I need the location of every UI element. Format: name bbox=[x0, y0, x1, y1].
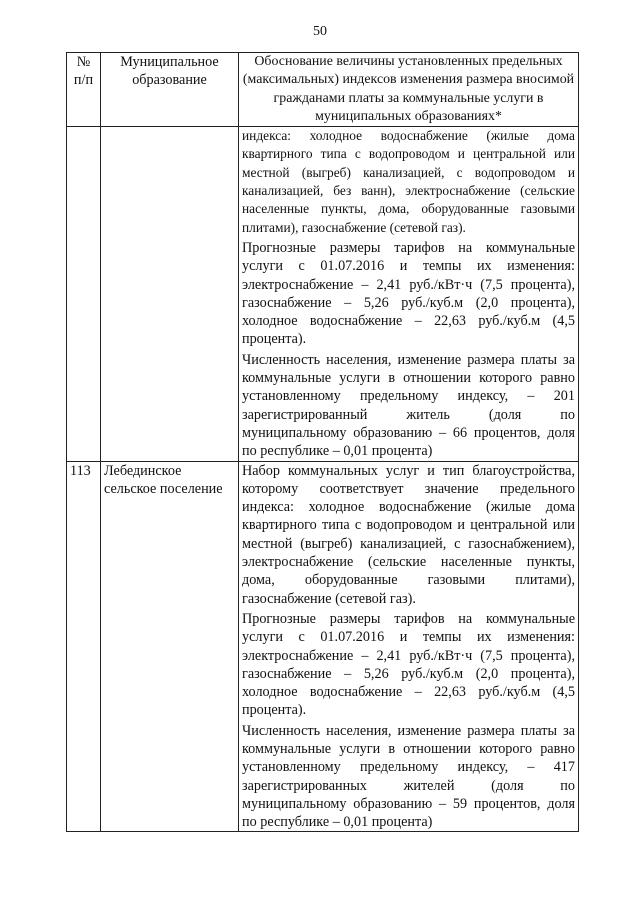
justification-cell bbox=[239, 127, 579, 461]
row-number bbox=[67, 127, 101, 461]
header-justification: Обоснование величины установленных предельных (максимальных) индексов изменения размера вносимой гражданами платы за коммунальные услуги в муниципальных образованиях* bbox=[239, 53, 579, 127]
municipality-name bbox=[101, 127, 239, 461]
header-municipality: Муниципальное образование bbox=[101, 53, 239, 127]
justification-cell bbox=[239, 461, 579, 832]
justification-paragraph: Прогнозные размеры тарифов на коммунальные услуги с 01.07.2016 и темпы их изменения: электроснабжение – 2,41 руб./кВт·ч (7,5 процента), газоснабжение – 5,26 руб./куб.м (2,0 процента), холодное водоснабжение – 22,63 руб./куб.м (4,5 процента). bbox=[242, 239, 575, 348]
row-number: 113 bbox=[67, 461, 101, 832]
tariff-index-table bbox=[66, 52, 579, 832]
header-number: № п/п bbox=[67, 53, 101, 127]
justification-paragraph: индекса: холодное водоснабжение (жилые дома квартирного типа с водопроводом и центральной или местной (выгреб) канализацией, с водопроводом и канализацией, без ванн), электроснабжение (сельские населенные пункты, дома, оборудованные газовыми плитами), газоснабжение (сетевой газ). bbox=[242, 128, 575, 235]
table-header-row bbox=[67, 53, 579, 127]
justification-paragraph: Численность населения, изменение размера платы за коммунальные услуги в отношении которого равно установленному предельному индексу, – 417 зарегистрированных жителей (доля по муниципальному образованию – 59 процентов, доля по республике – 0,01 процента) bbox=[242, 722, 575, 831]
justification-paragraph: Численность населения, изменение размера платы за коммунальные услуги в отношении которого равно установленному предельному индексу, – 201 зарегистрированный житель (доля по муниципальному образованию – 66 процентов, доля по республике – 0,01 процента) bbox=[242, 351, 575, 460]
table-row bbox=[67, 461, 579, 832]
municipality-name: Лебединское сельское поселение bbox=[101, 461, 239, 832]
page-number: 50 bbox=[313, 24, 327, 39]
table-row bbox=[67, 127, 579, 461]
justification-paragraph: Прогнозные размеры тарифов на коммунальные услуги с 01.07.2016 и темпы их изменения: электроснабжение – 2,41 руб./кВт·ч (7,5 процента), газоснабжение – 5,26 руб./куб.м (2,0 процента), холодное водоснабжение – 22,63 руб./куб.м (4,5 процента). bbox=[242, 610, 575, 719]
justification-paragraph: Набор коммунальных услуг и тип благоустройства, которому соответствует значение предельного индекса: холодное водоснабжение (жилые дома квартирного типа с водопроводом и центральной или местной (выгреб) канализацией, с газоснабжением), электроснабжение (сельские населенные пункты, дома, оборудованные газовыми плитами), газоснабжение (сетевой газ). bbox=[242, 462, 575, 607]
